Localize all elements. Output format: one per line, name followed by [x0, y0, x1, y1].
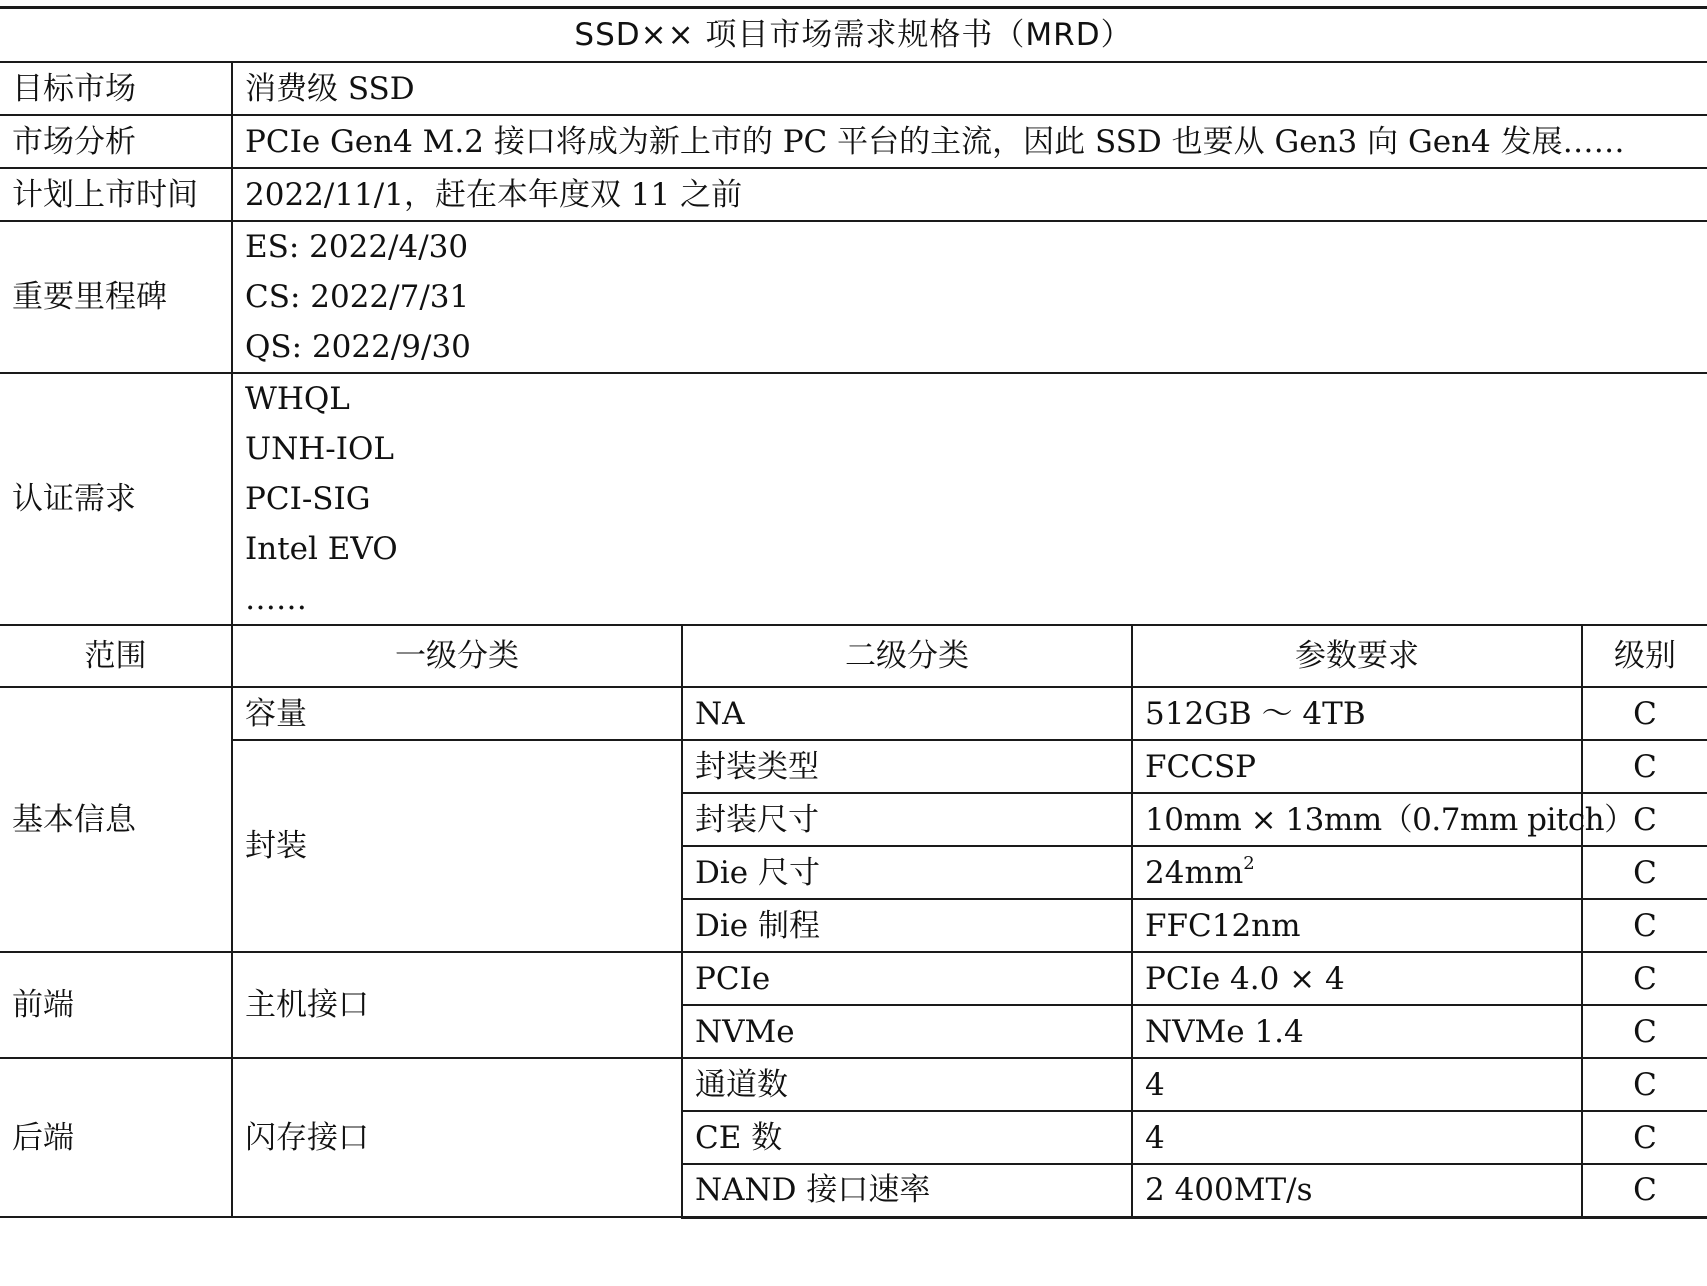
table-row: [0, 1058, 1707, 1111]
category-cell: 闪存接口: [232, 1058, 682, 1217]
subcategory-cell: CE 数: [682, 1111, 1132, 1164]
parameter-cell: FFC12nm: [1132, 899, 1582, 952]
market-analysis-value: PCIe Gen4 M.2 接口将成为新上市的 PC 平台的主流，因此 SSD 也要从 Gen3 向 Gen4 发展……: [232, 115, 1707, 168]
subcategory-cell: 通道数: [682, 1058, 1132, 1111]
launch-time-value: 2022/11/1，赶在本年度双 11 之前: [232, 168, 1707, 221]
grade-cell: C: [1582, 687, 1707, 740]
category-cell: 容量: [232, 687, 682, 740]
certifications-label: 认证需求: [0, 373, 232, 625]
mrd-table: [0, 6, 1707, 1219]
market-analysis-row: [0, 115, 1707, 168]
subcategory-cell: NA: [682, 687, 1132, 740]
milestones-label: 重要里程碑: [0, 221, 232, 373]
scope-cell: 基本信息: [0, 687, 232, 952]
table-row: [0, 740, 1707, 793]
parameter-cell: 10mm × 13mm（0.7mm pitch）: [1132, 793, 1582, 846]
title-row: [0, 8, 1707, 63]
subcategory-cell: 封装类型: [682, 740, 1132, 793]
certification-item: UNH-IOL: [245, 431, 395, 467]
parameter-cell: PCIe 4.0 × 4: [1132, 952, 1582, 1005]
table-row: [0, 687, 1707, 740]
category-cell: 主机接口: [232, 952, 682, 1058]
grade-cell: C: [1582, 1111, 1707, 1164]
column-header-grade: 级别: [1582, 625, 1707, 687]
parameter-cell: NVMe 1.4: [1132, 1005, 1582, 1058]
column-header-category: 一级分类: [232, 625, 682, 687]
spec-header-row: [0, 625, 1707, 687]
grade-cell: C: [1582, 1058, 1707, 1111]
parameter-value: 24mm: [1145, 854, 1244, 891]
milestones-row: [0, 221, 1707, 373]
certification-item: ……: [245, 581, 307, 617]
column-header-subcategory: 二级分类: [682, 625, 1132, 687]
target-market-value: 消费级 SSD: [232, 62, 1707, 115]
subcategory-cell: PCIe: [682, 952, 1132, 1005]
subcategory-cell: NAND 接口速率: [682, 1164, 1132, 1217]
parameter-cell: 2 400MT/s: [1132, 1164, 1582, 1217]
target-market-row: [0, 62, 1707, 115]
target-market-label: 目标市场: [0, 62, 232, 115]
milestone-item: CS: 2022/7/31: [245, 279, 470, 315]
column-header-scope: 范围: [0, 625, 232, 687]
grade-cell: C: [1582, 952, 1707, 1005]
grade-cell: C: [1582, 899, 1707, 952]
parameter-cell: 4: [1132, 1111, 1582, 1164]
parameter-cell: FCCSP: [1132, 740, 1582, 793]
subcategory-cell: NVMe: [682, 1005, 1132, 1058]
subcategory-cell: Die 尺寸: [682, 846, 1132, 899]
grade-cell: C: [1582, 1164, 1707, 1217]
milestone-item: ES: 2022/4/30: [245, 229, 469, 265]
parameter-cell: 4: [1132, 1058, 1582, 1111]
milestones-list: [232, 221, 1707, 373]
grade-cell: C: [1582, 740, 1707, 793]
grade-cell: C: [1582, 793, 1707, 846]
certification-item: PCI-SIG: [245, 481, 371, 517]
market-analysis-label: 市场分析: [0, 115, 232, 168]
certification-item: WHQL: [245, 381, 350, 417]
parameter-cell: 512GB ～ 4TB: [1132, 687, 1582, 740]
subcategory-cell: 封装尺寸: [682, 793, 1132, 846]
scope-cell: 后端: [0, 1058, 232, 1217]
parameter-cell: [1132, 846, 1582, 899]
scope-cell: 前端: [0, 952, 232, 1058]
subcategory-cell: Die 制程: [682, 899, 1132, 952]
table-row: [0, 952, 1707, 1005]
grade-cell: C: [1582, 846, 1707, 899]
category-cell: 封装: [232, 740, 682, 952]
superscript: 2: [1243, 852, 1255, 874]
grade-cell: C: [1582, 1005, 1707, 1058]
certifications-row: [0, 373, 1707, 625]
document-title: SSD×× 项目市场需求规格书（MRD）: [0, 8, 1707, 63]
column-header-parameter: 参数要求: [1132, 625, 1582, 687]
launch-time-row: [0, 168, 1707, 221]
certification-item: Intel EVO: [245, 531, 398, 567]
certifications-list: [232, 373, 1707, 625]
launch-time-label: 计划上市时间: [0, 168, 232, 221]
milestone-item: QS: 2022/9/30: [245, 329, 471, 365]
